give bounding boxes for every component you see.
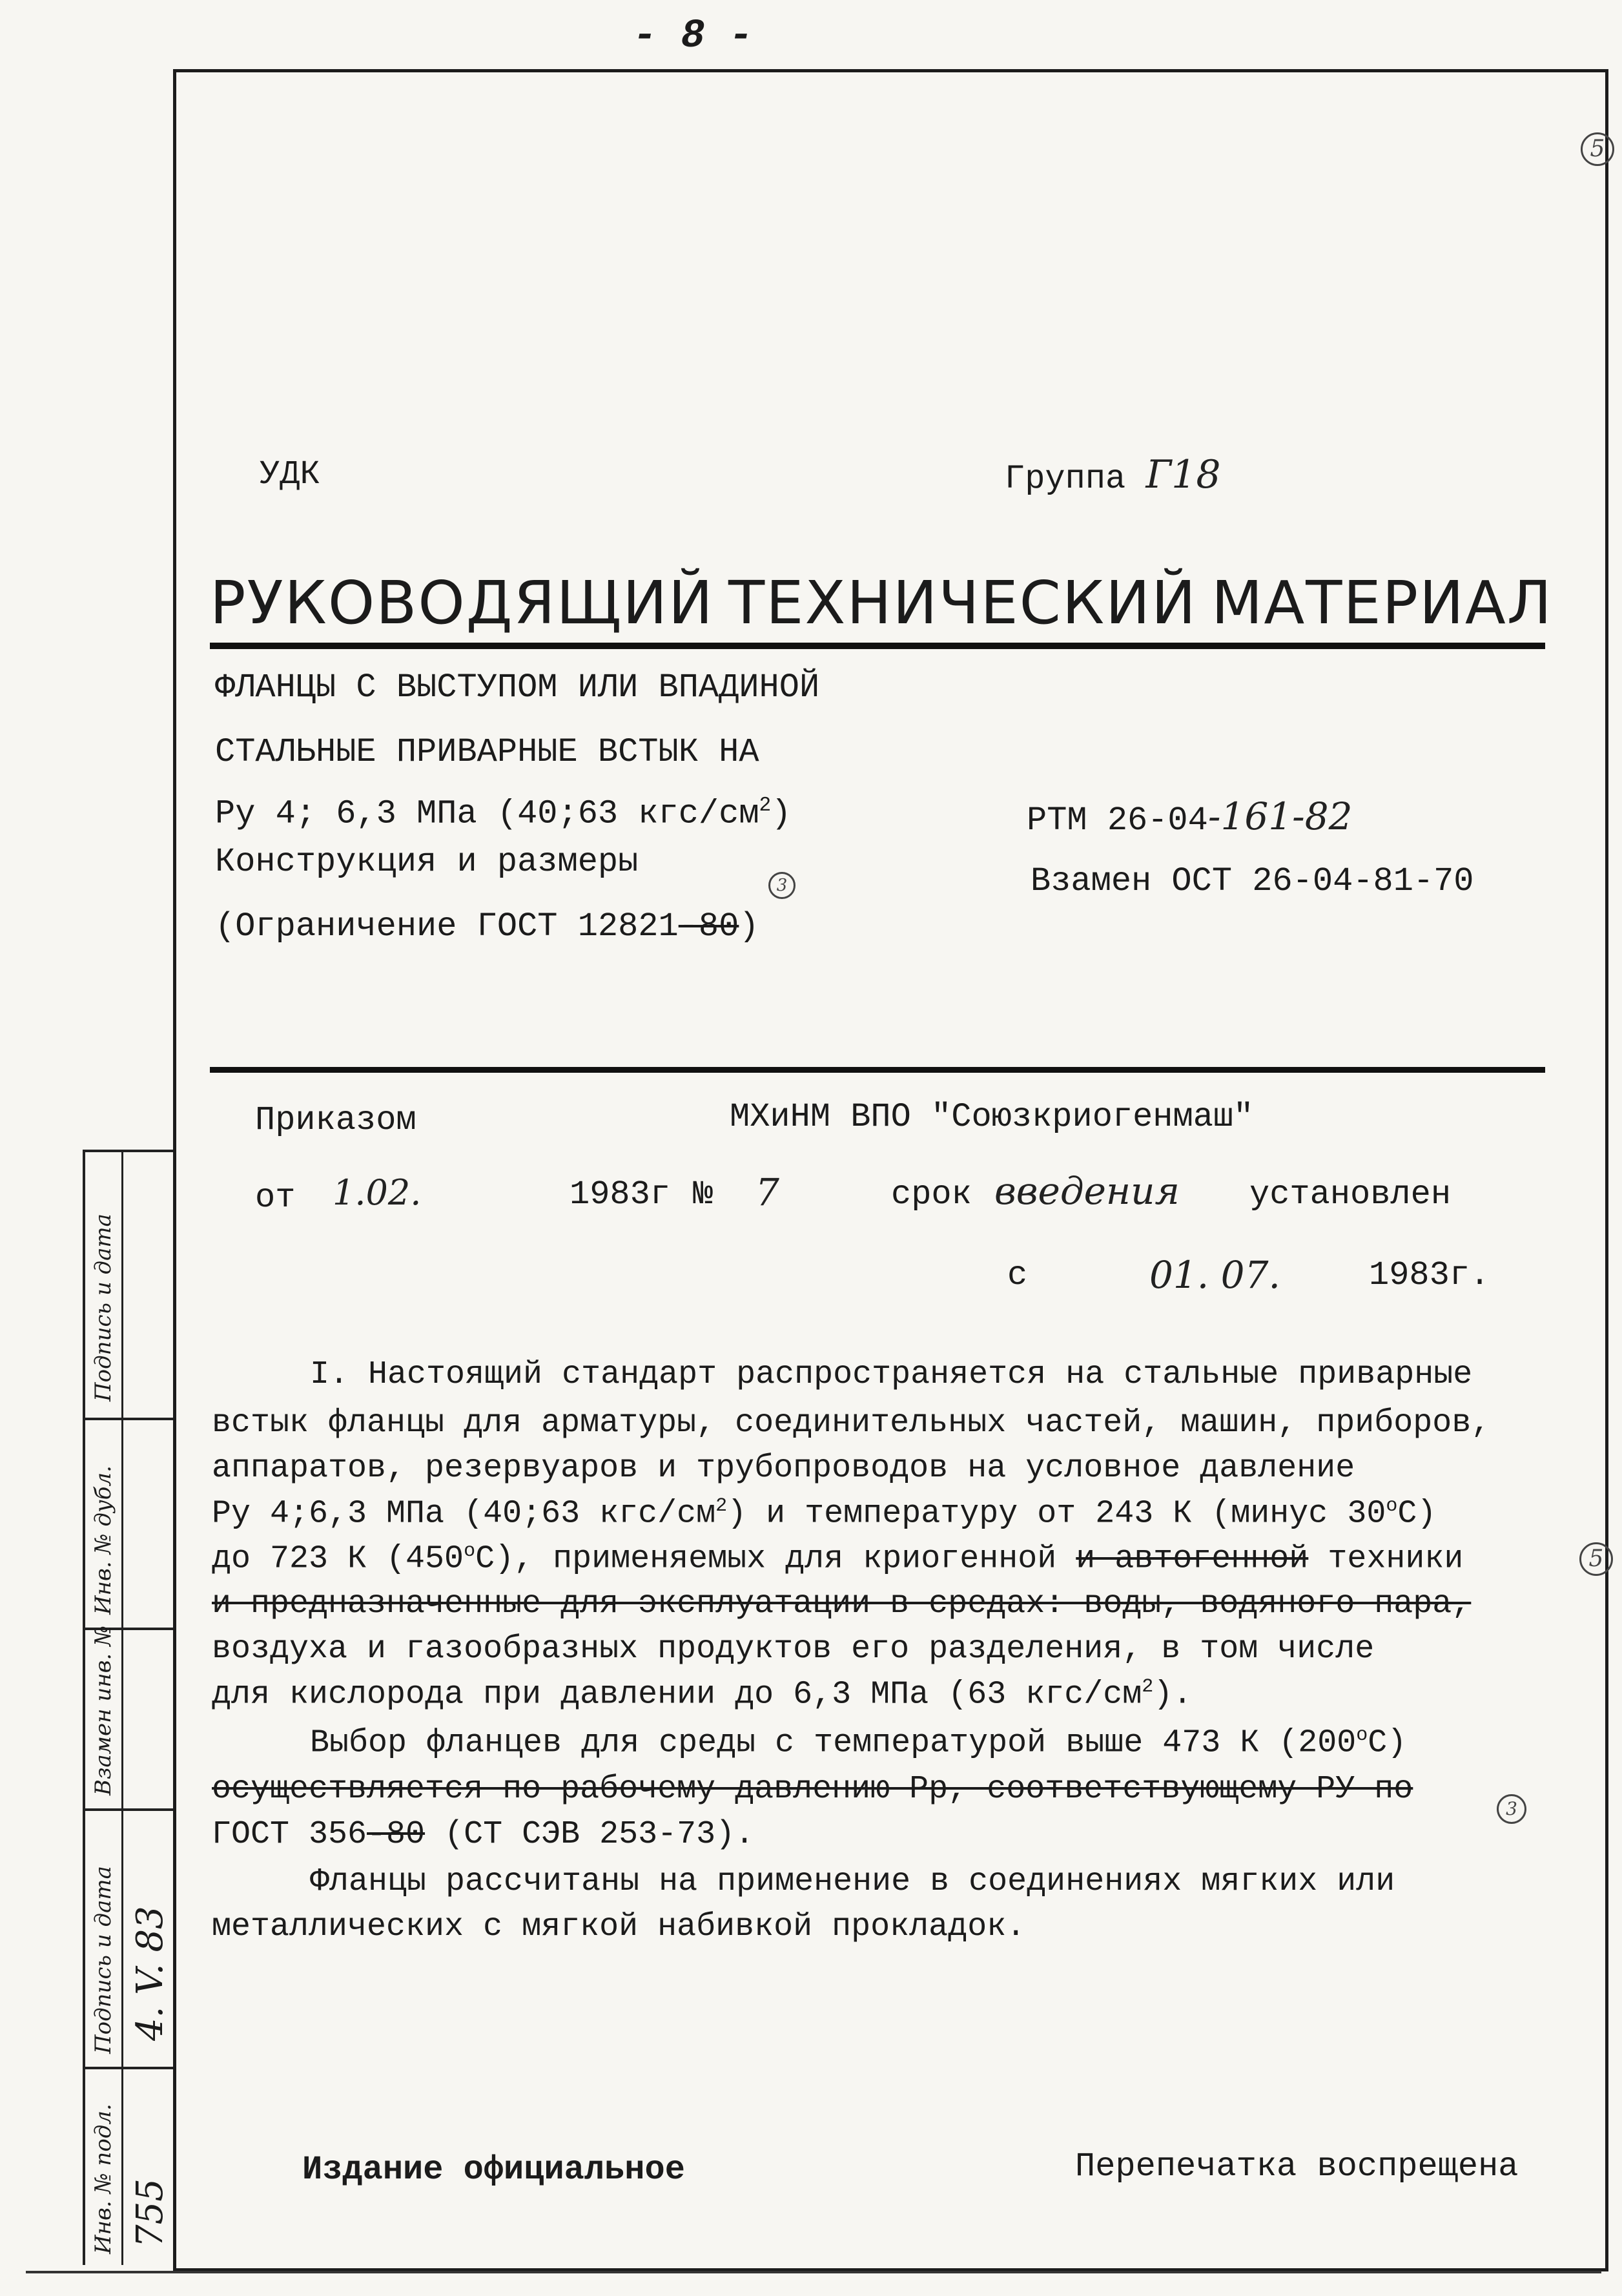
body-p1-line-7: воздуха и газообразных продуктов его разделения, в том числе [212,1631,1375,1668]
revision-mark-top: 5 [1581,132,1614,166]
order-from-label: от [255,1179,296,1217]
document-main-title [210,568,1553,637]
since-label: с [1007,1256,1028,1294]
replaces-standard: Взамен ОСТ 26-04-81-70 [1031,862,1474,900]
bottom-trim-line [26,2271,1601,2273]
footer-reprint-prohibited: Перепечатка воспрещена [1075,2147,1519,2186]
separator-rule [210,1067,1545,1073]
revision-mark-small-b: 3 [1497,1794,1526,1824]
body-p1-line-3: аппаратов, резервуаров и трубопроводов на условное давление [212,1450,1355,1487]
term-established: установлен [1249,1175,1452,1214]
side-signature-date: 4. V. 83 [129,1906,171,2041]
term-label: срок [891,1175,972,1214]
group-label: Группа [1005,460,1126,498]
side-label-replaces-inv: Взамен инв. № [90,1625,116,1795]
side-label-signature-date: Подпись и дата [90,1866,116,2054]
revision-mark-middle: 5 [1579,1542,1613,1576]
side-stamp-column-divider [121,1150,123,2265]
title-rule [210,643,1545,649]
subtitle-line-3: Ру 4; 6,3 МПа (40;63 кгс/$см^2$) [215,794,792,833]
side-stamp-divider [83,1808,173,1811]
group-value: Г18 [1145,452,1221,497]
subtitle-line-1: ФЛАНЦЫ С ВЫСТУПОМ ИЛИ ВПАДИНОЙ [215,668,820,707]
side-label-inv-original: Инв. № подл. [90,2104,116,2254]
since-year: 1983г. [1369,1256,1490,1294]
side-stamp-divider [83,2067,173,2069]
body-p1-line-4: Ру 4;6,3 МПа (40;63 кгс/$см^2$) и температуру от 243 К (минус 30$^o$С) [212,1495,1437,1533]
footer-official-edition: Издание официальное [302,2151,685,2189]
revision-mark-small-a: 3 [768,872,796,899]
subtitle-line-5: (Ограничение ГОСТ 12821-80) [215,907,759,946]
page-number: - 8 - [633,13,754,59]
body-p1-line-2: встык фланцы для арматуры, соединительных частей, машин, приборов, [212,1405,1491,1442]
side-inv-number: 755 [129,2178,171,2248]
body-p2-line-1: Выбор фланцев для среды с температурой выше 473 К (200$^o$С) [310,1724,1407,1762]
order-organization: МХиНМ ВПО "Союзкриогенмаш" [730,1098,1254,1136]
body-p2-line-2-struck: осуществляется по рабочему давлению Рр, соответствующему РУ по [212,1771,1413,1808]
order-number-label: № [693,1175,713,1214]
document-code: РТМ 26-04-161-82 [1027,794,1353,840]
title-word-3: МАТЕРИАЛ [1211,568,1553,637]
since-date: 01. 07. [1149,1253,1280,1297]
title-word-2: ТЕХНИЧЕСКИЙ [728,568,1197,637]
subtitle-line-2: СТАЛЬНЫЕ ПРИВАРНЫЕ ВСТЫК НА [215,733,759,771]
body-p1-line-6-struck: и предназначенные для эксплуатации в средах: воды, водяного пара, [212,1586,1472,1622]
order-from-date: 1.02. [333,1172,422,1213]
side-label-signature-date-2: Подпись и дата [90,1214,116,1401]
body-p3-line-1: Фланцы рассчитаны на применение в соединениях мягких или [310,1863,1395,1900]
term-handwritten: введения [994,1169,1180,1213]
order-year: 1983г [570,1175,671,1214]
order-label: Приказом [255,1101,416,1139]
order-number: 7 [755,1170,779,1214]
title-word-1: РУКОВОДЯЩИЙ [210,568,714,637]
udk-label: УДК [260,455,320,493]
subtitle-line-4: Конструкция и размеры [215,843,639,881]
side-stamp-divider [83,1150,173,1152]
side-label-inv-duplicate: Инв. № дубл. [90,1465,116,1615]
body-p1-line-1: I. Настоящий стандарт распространяется на стальные приварные [310,1356,1473,1393]
side-stamp-divider [83,1418,173,1420]
body-p1-line-5: до 723 К (450$^o$С), применяемых для криогенной и автогенной техники [212,1540,1464,1578]
body-p3-line-2: металлических с мягкой набивкой прокладок. [212,1908,1026,1945]
body-p2-line-3: ГОСТ 356-80 (СТ СЭВ 253-73). [212,1816,755,1853]
group-field [1005,452,1221,498]
body-p1-line-8: для кислорода при давлении до 6,3 МПа (63 кгс/$см^2$). [212,1676,1193,1713]
